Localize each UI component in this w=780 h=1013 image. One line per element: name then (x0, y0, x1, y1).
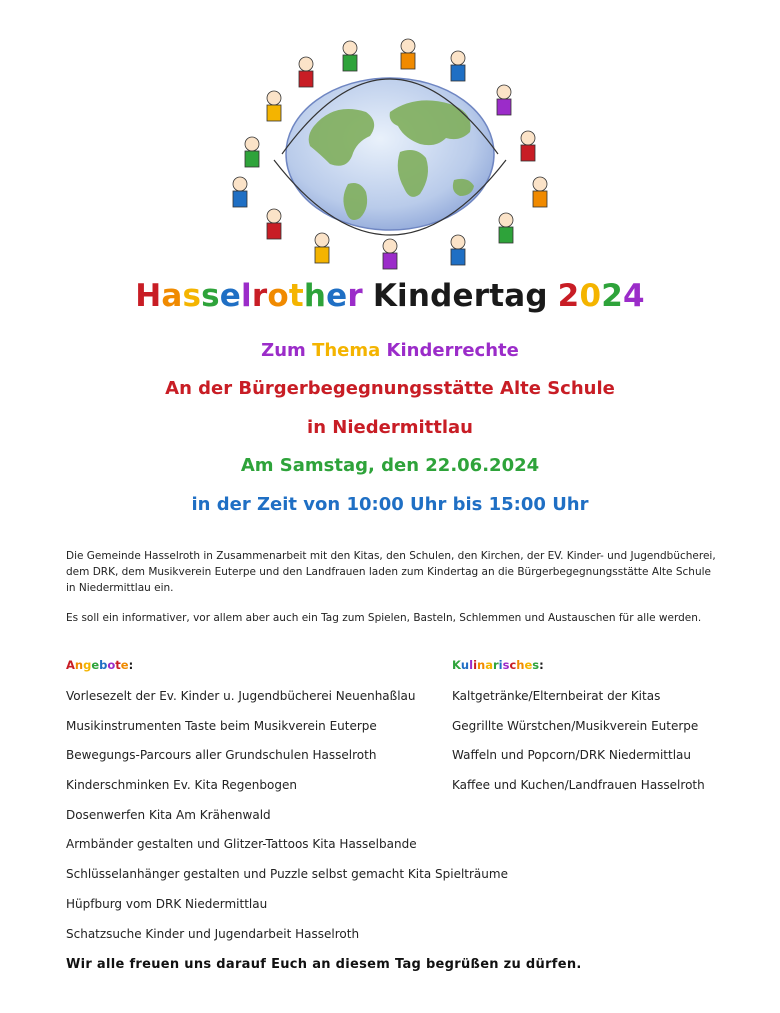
date-line: Am Samstag, den 22.06.2024 (240, 455, 540, 476)
title-letter: 2 (601, 278, 624, 314)
offer-item: Schlüsselanhänger gestalten und Puzzle selbst gemacht Kita Spielträume (66, 867, 508, 882)
title-letter: l (241, 278, 252, 314)
title-letter: 2 (557, 278, 580, 314)
event-title (0, 278, 780, 314)
culinary-heading-letter: l (469, 658, 474, 672)
offer-item: Dosenwerfen Kita Am Krähenwald (66, 807, 271, 822)
offers-heading-letter: e (120, 658, 129, 672)
title-letter: 4 (623, 278, 645, 314)
culinary-heading-letter: h (516, 658, 525, 672)
title-letter: o (267, 278, 289, 314)
title-letter: s (201, 278, 220, 314)
culinary-heading-letter: c (509, 658, 517, 672)
culinary-item: Waffeln und Popcorn/DRK Niedermittlau (452, 748, 691, 763)
offers-heading-letter: t (115, 658, 121, 672)
title-letter: 0 (579, 278, 602, 314)
culinary-item: Kaltgetränke/Elternbeirat der Kitas (452, 689, 661, 703)
offers-list (66, 688, 508, 955)
title-letter: e (219, 278, 242, 314)
offer-item: Musikinstrumenten Taste beim Musikverein Euterpe (66, 718, 377, 733)
culinary-list (452, 688, 705, 807)
offer-item: Armbänder gestalten und Glitzer-Tattoos Kita Hasselbande (66, 837, 417, 852)
offer-item: Hüpfburg vom DRK Niedermittlau (66, 896, 268, 911)
theme-part-2: Thema (312, 340, 381, 361)
culinary-heading-letter: a (485, 658, 493, 672)
title-letter: H (135, 278, 162, 314)
title-letter: r (347, 278, 363, 314)
title-letter: s (182, 278, 202, 314)
offers-heading-letter: e (91, 658, 100, 672)
theme-part-1: Zum (261, 340, 306, 361)
intro-paragraph: Die Gemeinde Hasselroth in Zusammenarbeit mit den Kitas, den Schulen, den Kirchen, der EV. Kinder- und Jugendbücherei, dem DRK, dem Musikverein Euterpe und den Landfrauen laden zum Kindertag an die Bürgerbegegnungsstätte Alte Schule in Niedermittlau ein. (66, 550, 716, 594)
culinary-item: Kaffee und Kuchen/Landfrauen Hasselroth (452, 778, 705, 793)
offer-item: Bewegungs-Parcours aller Grundschulen Hasselroth (66, 748, 377, 763)
village-line: in Niedermittlau (307, 417, 473, 438)
title-letter: e (326, 278, 348, 314)
offers-heading-letter: : (128, 658, 134, 672)
offer-item: Vorlesezelt der Ev. Kinder u. Jugendbücherei Neuenhaßlau (66, 689, 416, 703)
culinary-heading-letter: u (460, 658, 470, 672)
offer-item: Schatzsuche Kinder und Jugendarbeit Hasselroth (66, 926, 360, 941)
title-letter: h (303, 278, 327, 314)
title-letter: a (161, 278, 183, 314)
theme-line (0, 340, 780, 361)
culinary-heading-letter: r (492, 658, 499, 672)
title-letter: Kindertag (372, 278, 548, 314)
closing-sentence: Wir alle freuen uns darauf Euch an diesem Tag begrüßen zu dürfen. (66, 957, 582, 972)
theme-part-3: Kinderrechte (386, 340, 519, 361)
offers-heading-letter: n (74, 658, 84, 672)
culinary-heading-letter: e (524, 658, 533, 672)
offers-heading-letter: b (99, 658, 108, 672)
culinary-heading-letter: i (473, 658, 478, 672)
culinary-heading (452, 658, 544, 672)
globe-children-illustration (222, 34, 558, 270)
offers-heading (66, 658, 133, 672)
culinary-heading-letter: n (477, 658, 486, 672)
offer-item: Kinderschminken Ev. Kita Regenbogen (66, 778, 297, 793)
title-letter: r (251, 278, 268, 314)
title-letter: t (288, 278, 304, 314)
venue-line: An der Bürgerbegegnungsstätte Alte Schule (165, 378, 615, 399)
culinary-heading-letter: s (502, 658, 510, 672)
culinary-heading-letter: s (532, 658, 540, 672)
offers-heading-letter: o (107, 658, 116, 672)
culinary-heading-letter: K (452, 658, 461, 672)
time-line: in der Zeit von 10:00 Uhr bis 15:00 Uhr (191, 494, 589, 515)
culinary-heading-letter: i (498, 658, 503, 672)
culinary-heading-letter: : (539, 658, 544, 672)
offers-heading-letter: A (66, 658, 75, 672)
offers-heading-letter: g (83, 658, 92, 672)
culinary-item: Gegrillte Würstchen/Musikverein Euterpe (452, 718, 699, 733)
aim-paragraph: Es soll ein informativer, vor allem aber auch ein Tag zum Spielen, Basteln, Schlemmen und Austauschen für alle werden. (66, 612, 702, 624)
